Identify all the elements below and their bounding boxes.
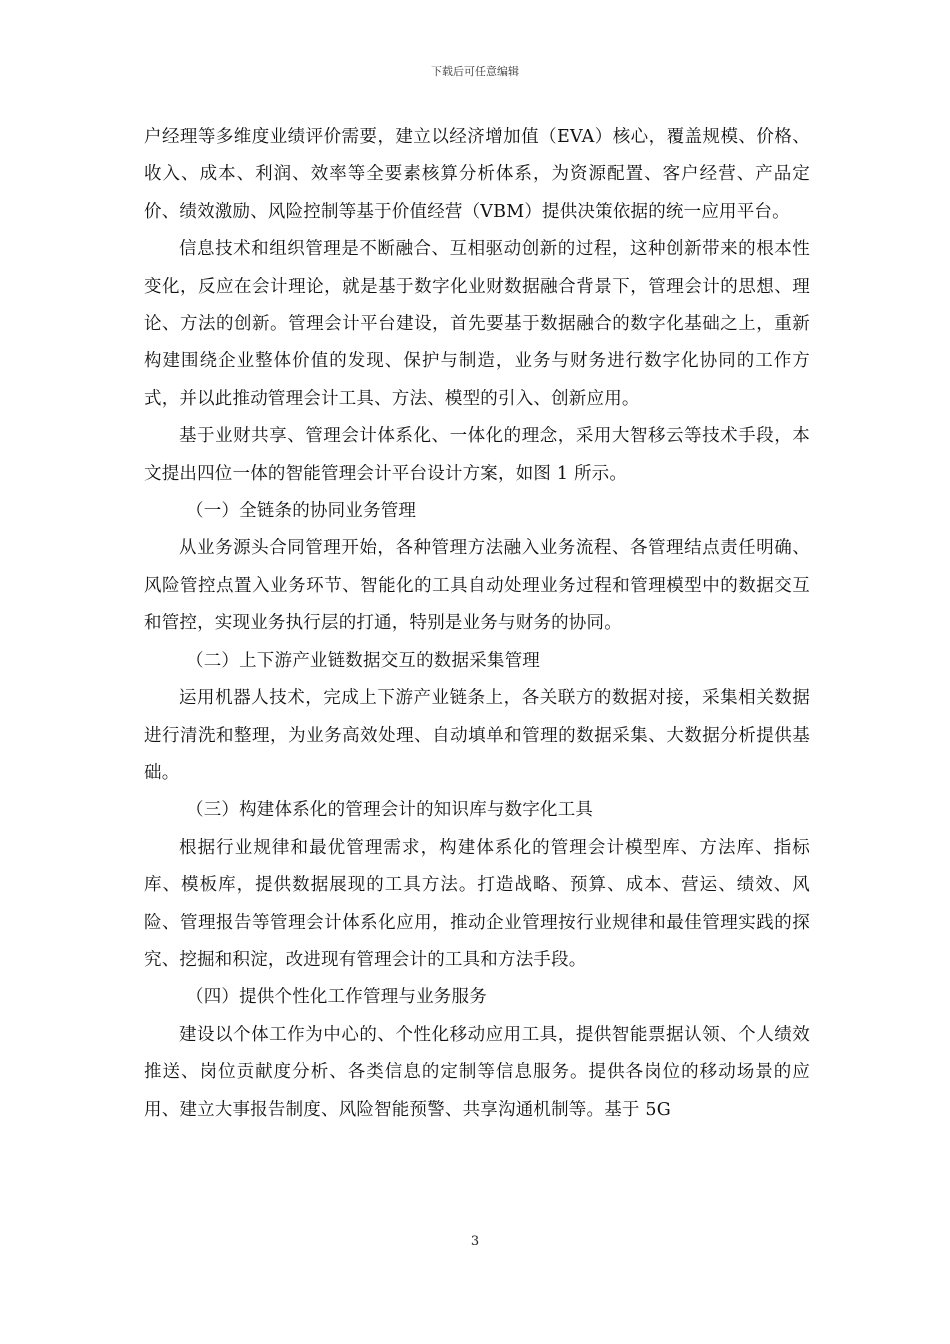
paragraph-section-4: 建设以个体工作为中心的、个性化移动应用工具，提供智能票据认领、个人绩效推送、岗位贡献度分析、各类信息的定制等信息服务。提供各岗位的移动场景的应用、建立大事报告制度、风险智能预警、共享沟通机制等。基于 5G (144, 1024, 810, 1120)
document-body (144, 119, 810, 1129)
paragraph-section-2: 运用机器人技术，完成上下游产业链条上，各关联方的数据对接，采集相关数据进行清洗和整理，为业务高效处理、自动填单和管理的数据采集、大数据分析提供基础。 (144, 688, 810, 783)
paragraph-platform-design: 基于业财共享、管理会计体系化、一体化的理念，采用大智移云等技术手段，本文提出四位一体的智能管理会计平台设计方案，如图 1 所示。 (144, 426, 810, 484)
paragraph-section-1: 从业务源头合同管理开始，各种管理方法融入业务流程、各管理结点责任明确、风险管控点置入业务环节、智能化的工具自动处理业务过程和管理模型中的数据交互和管控，实现业务执行层的打通，特别是业务与财务的协同。 (144, 538, 810, 634)
section-heading-4: （四）提供个性化工作管理与业务服务 (186, 987, 487, 1008)
paragraph-evaluation-platform: 户经理等多维度业绩评价需要，建立以经济增加值（EVA）核心，覆盖规模、价格、收入、成本、利润、效率等全要素核算分析体系，为资源配置、客户经营、产品定价、绩效激励、风险控制等基于价值经营（VBM）提供决策依据的统一应用平台。 (144, 127, 810, 222)
section-heading-2: （二）上下游产业链数据交互的数据采集管理 (186, 650, 540, 671)
section-heading-1: （一）全链条的协同业务管理 (186, 501, 417, 522)
section-heading-3: （三）构建体系化的管理会计的知识库与数字化工具 (186, 800, 594, 821)
page-number: 3 (470, 1234, 480, 1249)
paragraph-section-3: 根据行业规律和最优管理需求，构建体系化的管理会计模型库、方法库、指标库、模板库，提供数据展现的工具方法。打造战略、预算、成本、营运、绩效、风险、管理报告等管理会计体系化应用，推动企业管理按行业规律和最佳管理实践的探究、挖掘和积淀，改进现有管理会计的工具和方法手段。 (144, 837, 810, 970)
page-header: 下载后可任意编辑 (431, 65, 519, 78)
paragraph-it-and-management: 信息技术和组织管理是不断融合、互相驱动创新的过程，这种创新带来的根本性变化，反应在会计理论，就是基于数字化业财数据融合背景下，管理会计的思想、理论、方法的创新。管理会计平台建设，首先要基于数据融合的数字化基础之上，重新构建围绕企业整体价值的发现、保护与制造，业务与财务进行数字化协同的工作方式，并以此推动管理会计工具、方法、模型的引入、创新应用。 (144, 239, 810, 409)
